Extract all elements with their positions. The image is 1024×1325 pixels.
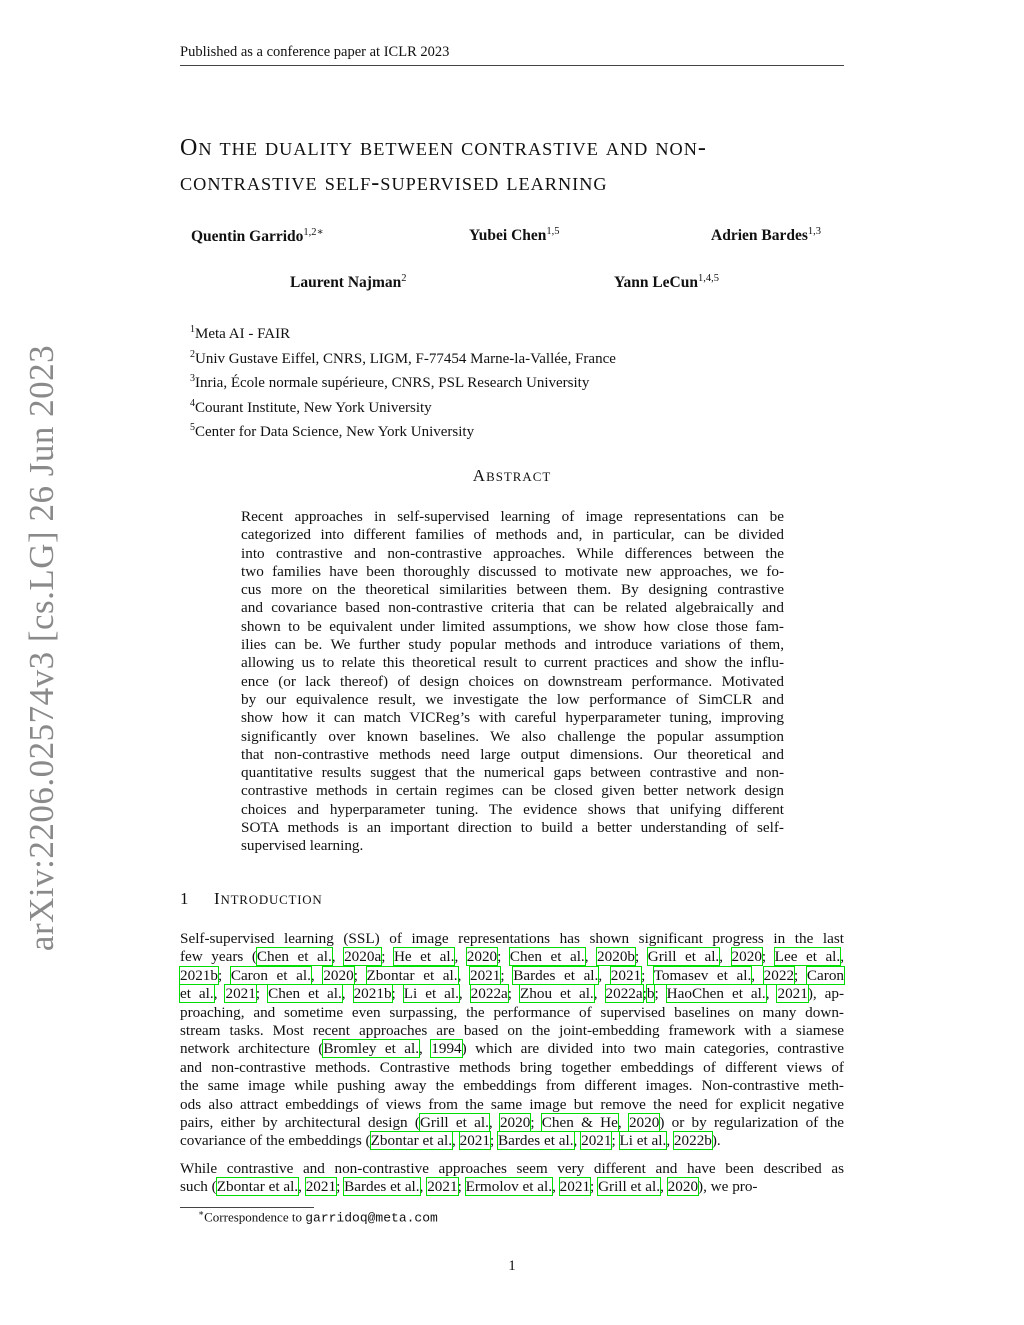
citation-link[interactable]: 2020 <box>466 948 498 966</box>
citation-link[interactable]: 2021 <box>559 1178 591 1196</box>
text-line: Self-supervised learning (SSL) of image representations has shown significant progress in the last <box>180 930 844 947</box>
author-garrido <box>191 226 324 246</box>
citation-link[interactable]: Chen et al. <box>509 948 585 966</box>
citation-link[interactable]: 2021 <box>459 1132 490 1150</box>
abstract-heading: ABSTRACT <box>472 466 552 485</box>
citation-link[interactable]: 2021 <box>777 985 808 1003</box>
citation-link[interactable]: 2021 <box>581 1132 612 1150</box>
citation-link[interactable]: Chen & He <box>541 1113 618 1131</box>
author-name: Quentin Garrido <box>191 228 304 246</box>
citation-link[interactable]: Bardes et al. <box>513 966 599 984</box>
author-name: Adrien Bardes <box>711 227 808 245</box>
affil-text: Inria, École normale supérieure, CNRS, PSL Research University <box>195 375 590 391</box>
citation-link[interactable]: Grill et al. <box>647 948 720 966</box>
abstract-line: allowing us to relate this theoretical result to current practices and show the influ- <box>241 654 784 672</box>
section-heading-introduction <box>180 889 323 909</box>
citation-link[interactable]: Tomasev et al. <box>653 966 752 984</box>
abstract-line: Recent approaches in self-supervised learning of image representations can be <box>241 508 784 525</box>
abstract-line: significantly over known baselines. We also challenge the popular assumption <box>241 727 784 745</box>
affiliation-4 <box>190 394 616 419</box>
abstract-line: into contrastive and non-contrastive approaches. While differences between the <box>241 544 784 562</box>
abstract-line: choices and hyperparameter tuning. The evidence shows that unifying different <box>241 800 784 818</box>
citation-link[interactable]: 2022a <box>605 985 643 1003</box>
text-line: covariance of the embeddings (Zbontar et al., 2021; Bardes et al., 2021; Li et al., 2022b). <box>180 1132 721 1150</box>
arxiv-stamp <box>14 344 70 951</box>
citation-link[interactable]: Lee et al. <box>774 948 841 966</box>
affil-num: 4 <box>190 397 195 409</box>
citation-link[interactable]: Grill et al. <box>598 1178 661 1196</box>
section-number: 1 <box>180 889 190 908</box>
citation-link[interactable]: 2022a <box>470 985 508 1003</box>
author-affil-sup: 1,2∗ <box>303 227 324 238</box>
author-affil-sup: 1,5 <box>546 226 560 237</box>
running-head: Published as a conference paper at ICLR 2023 <box>180 44 450 60</box>
title-line-2: CONTRASTIVE SELF-SUPERVISED LEARNING <box>180 170 608 196</box>
citation-link[interactable]: 2021b <box>353 985 392 1003</box>
citation-link[interactable]: Zhou et al. <box>520 985 594 1003</box>
citation-link[interactable]: Zbontar et al. <box>366 966 458 984</box>
affil-text: Meta AI - FAIR <box>195 326 291 342</box>
abstract-line: two families have been thoroughly discussed to motivate new approaches, we fo- <box>241 562 784 580</box>
citation-link[interactable]: 2021 <box>305 1178 337 1196</box>
citation-link[interactable]: 2020 <box>323 966 354 984</box>
affil-num: 1 <box>190 324 195 335</box>
author-affil-sup: 2 <box>401 273 407 284</box>
citation-link[interactable]: Li et al. <box>619 1132 667 1150</box>
citation-link[interactable]: Caron et al. <box>230 966 311 984</box>
citation-link[interactable]: 2021 <box>427 1178 458 1196</box>
citation-link[interactable]: 2020a <box>344 948 382 966</box>
arxiv-stamp-text: arXiv:2206.02574v3 [cs.LG] 26 Jun 2023 <box>22 344 61 951</box>
affiliations <box>190 320 616 443</box>
author-bardes <box>711 226 821 245</box>
author-name: Yann LeCun <box>614 274 698 292</box>
footnote-mark: ∗ <box>198 1208 205 1218</box>
text-line: the same image while pushing away the embeddings from different images. Non-contrastive meth- <box>180 1077 844 1095</box>
abstract-line: quantitative results suggest that the numerical gaps between contrastive and non- <box>241 764 784 782</box>
citation-link[interactable]: Bardes et al. <box>498 1132 574 1150</box>
citation-link[interactable]: 2021 <box>469 966 501 984</box>
abstract-line: SOTA methods is an important direction to build a better understanding of self- <box>241 819 784 837</box>
author-chen <box>469 226 560 245</box>
abstract-line: shown to be equivalent under limited assumptions, we show how close those fam- <box>241 617 784 635</box>
affil-num: 3 <box>190 373 195 384</box>
text-line: pairs, either by architectural design (Grill et al., 2020; Chen & He, 2020) or by regularization of the <box>180 1113 845 1131</box>
page-number: 1 <box>508 1258 516 1274</box>
citation-link[interactable]: Bromley et al. <box>323 1040 420 1058</box>
affil-text: Univ Gustave Eiffel, CNRS, LIGM, F-77454 Marne-la-Vallée, France <box>195 350 616 367</box>
text-line: ods also attract embeddings of views from the same image but remove the need for explicit negative <box>180 1095 844 1113</box>
author-lecun <box>614 273 719 292</box>
citation-link[interactable]: Ermolov et al. <box>465 1178 553 1196</box>
text-line: and non-contrastive methods. Contrastive methods bring together embeddings of different views of <box>180 1058 844 1076</box>
footnote-text: Correspondence to <box>204 1209 306 1225</box>
abstract-line: show how it can match VICReg’s with careful hyperparameter tuning, improving <box>241 709 784 727</box>
paper-title <box>180 131 844 201</box>
abstract-line: ilies can be. We further study popular methods and introduce variations of them, <box>241 636 784 654</box>
author-affil-sup: 1,4,5 <box>698 273 719 284</box>
text-line: network architecture (Bromley et al., 1994) which are divided into two main categories, contrastive <box>180 1040 844 1058</box>
header-rule <box>180 65 844 66</box>
abstract-line: and covariance based non-contrastive criteria that can be related algebraically and <box>241 599 784 617</box>
abstract-line: supervised learning. <box>241 837 364 855</box>
citation-link[interactable]: 2021b <box>180 966 218 984</box>
citation-link[interactable]: 2020 <box>731 948 762 966</box>
citation-link[interactable]: Zbontar et al. <box>216 1178 299 1196</box>
abstract-line: ence (or lack thereof) of design choices on downstream performance. Motivated <box>241 672 784 690</box>
abstract-body <box>241 508 784 856</box>
intro-paragraph-2 <box>180 1160 844 1197</box>
citation-link[interactable]: He et al. <box>393 948 455 966</box>
author-name: Yubei Chen <box>469 227 547 245</box>
intro-paragraph-1 <box>180 930 844 1151</box>
text-line: While contrastive and non-contrastive approaches seem very different and have been described as <box>180 1160 844 1177</box>
affil-text: Center for Data Science, New York University <box>195 424 475 440</box>
citation-link[interactable]: 2022 <box>763 966 795 984</box>
citation-link[interactable]: 2022b <box>673 1132 712 1150</box>
citation-link[interactable]: et al. <box>180 985 214 1003</box>
citation-link[interactable]: Caron <box>806 966 845 984</box>
affil-num: 5 <box>190 422 195 433</box>
text-line: stream tasks. Most recent approaches are based on the joint-embedding framework with a siamese <box>180 1021 844 1039</box>
text-line: 2021b; Caron et al., 2020; Zbontar et al., 2021; Bardes et al., 2021; Tomasev et al., 2022; Caron <box>180 966 845 984</box>
author-najman <box>290 273 406 292</box>
citation-link[interactable]: 1994 <box>431 1040 462 1058</box>
citation-link[interactable]: Chen et al. <box>256 948 332 966</box>
footnote <box>198 1208 438 1225</box>
abstract-line: that non-contrastive methods need large output dimensions. Our theoretical and <box>241 745 784 763</box>
citation-link[interactable]: 2020 <box>499 1113 531 1131</box>
citation-link[interactable]: Grill et al. <box>419 1113 489 1131</box>
citation-link[interactable]: Bardes et al. <box>344 1178 420 1196</box>
author-affil-sup: 1,3 <box>807 226 821 237</box>
citation-link[interactable]: 2021 <box>225 985 256 1003</box>
citation-link[interactable]: 2021 <box>610 966 642 984</box>
affiliation-5 <box>190 418 616 443</box>
citation-link[interactable]: Li et al. <box>403 985 459 1003</box>
affil-text: Courant Institute, New York University <box>195 399 432 416</box>
text-line: few years (Chen et al., 2020a; He et al., 2020; Chen et al., 2020b; Grill et al., 2020; Lee et al., <box>180 948 844 966</box>
citation-link[interactable]: Zbontar et al. <box>370 1132 452 1150</box>
text-line: et al., 2021; Chen et al., 2021b; Li et al., 2022a; Zhou et al., 2022a;b; HaoChen et al., 2021), ap- <box>180 985 845 1003</box>
affil-num: 2 <box>190 348 195 360</box>
affiliation-2 <box>190 345 616 370</box>
text-line: such (Zbontar et al., 2021; Bardes et al., 2021; Ermolov et al., 2021; Grill et al., 2020), we pro- <box>180 1178 758 1196</box>
citation-link[interactable]: Chen et al. <box>268 985 342 1003</box>
abstract-line: by our equivalence result, we investigate the low performance of SimCLR and <box>241 690 784 708</box>
abstract-line: contrastive methods in certain regimes can be closed given better network design <box>241 782 784 800</box>
abstract-line: categorized into different families of methods and, in particular, can be divided <box>241 526 784 544</box>
text-line: proaching, and sometime even surpassing, the performance of supervised baselines on many down- <box>180 1003 844 1021</box>
citation-link[interactable]: 2020 <box>667 1178 699 1196</box>
author-name: Laurent Najman <box>290 274 402 292</box>
citation-link[interactable]: 2020b <box>597 948 636 966</box>
title-line-1: ON THE DUALITY BETWEEN CONTRASTIVE AND NON- <box>180 135 707 161</box>
correspondence-email[interactable]: garridoq@meta.com <box>305 1210 438 1226</box>
section-title: INTRODUCTION <box>214 889 323 908</box>
affiliation-1 <box>190 320 616 345</box>
citation-link[interactable]: HaoChen et al. <box>666 985 766 1003</box>
citation-link[interactable]: 2020 <box>628 1113 660 1131</box>
abstract-line: cus more on the theoretical similarities between them. By designing contrastive <box>241 581 784 599</box>
citation-link[interactable]: b <box>646 985 655 1003</box>
affiliation-3 <box>190 369 616 394</box>
